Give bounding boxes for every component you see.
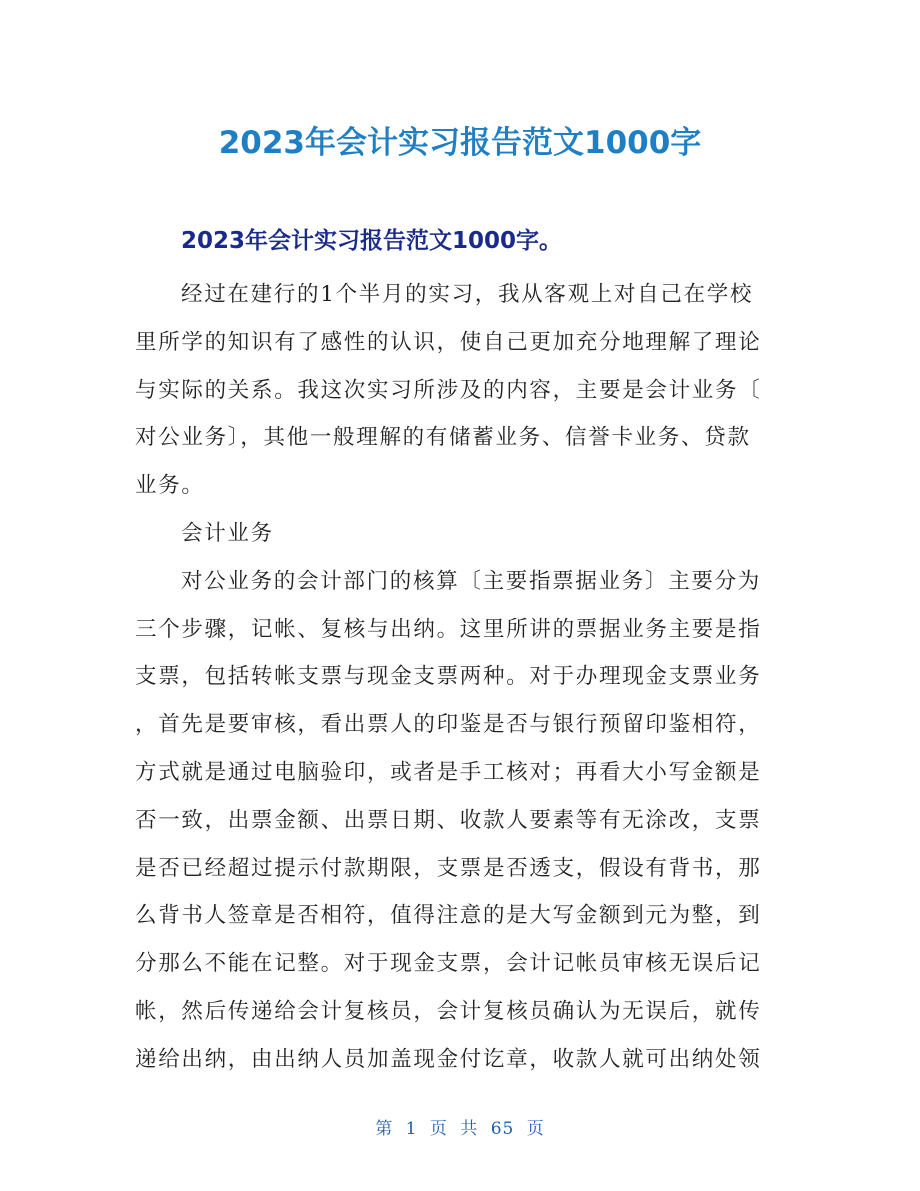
paragraph-line: 递给出纳，由出纳人员加盖现金付讫章，收款人就可出纳处领 <box>135 1046 762 1072</box>
paragraph-line: 支票，包括转帐支票与现金支票两种。对于办理现金支票业务 <box>135 664 762 690</box>
page-footer <box>0 1114 920 1139</box>
paragraph-line: 三个步骤，记帐、复核与出纳。这里所讲的票据业务主要是指 <box>135 616 762 642</box>
paragraph-line: 与实际的关系。我这次实习所涉及的内容，主要是会计业务〔 <box>135 377 762 403</box>
document-title: 2023年会计实习报告范文1000字 <box>218 125 702 161</box>
paragraph-line: 业务。 <box>135 473 205 499</box>
paragraph-line: 是否已经超过提示付款期限，支票是否透支，假设有背书，那 <box>135 855 762 881</box>
paragraph-line: 方式就是通过电脑验印，或者是手工核对；再看大小写金额是 <box>135 759 762 785</box>
document-body <box>135 271 785 1084</box>
paragraph-line: 么背书人签章是否相符，值得注意的是大写金额到元为整，到 <box>135 903 762 929</box>
page-label-prefix: 第 <box>375 1119 394 1139</box>
paragraph-line: 分那么不能在记整。对于现金支票，会计记帐员审核无误后记 <box>135 951 762 977</box>
paragraph-line: ，首先是要审核，看出票人的印鉴是否与银行预留印鉴相符， <box>135 712 762 738</box>
section-heading: 会计业务 <box>181 520 274 546</box>
page-label-mid: 页 <box>429 1119 448 1139</box>
current-page-number: 1 <box>405 1119 418 1139</box>
paragraph-line: 帐，然后传递给会计复核员，会计复核员确认为无误后，就传 <box>135 998 762 1024</box>
paragraph-line: 对公业务的会计部门的核算〔主要指票据业务〕主要分为 <box>181 568 762 594</box>
total-page-count: 65 <box>490 1119 515 1139</box>
total-label-suffix: 页 <box>526 1119 545 1139</box>
paragraph-line: 经过在建行的1个半月的实习，我从客观上对自己在学校 <box>181 282 754 307</box>
paragraph-line: 里所学的知识有了感性的认识，使自己更加充分地理解了理论 <box>135 329 762 355</box>
document-subtitle: 2023年会计实习报告范文1000字。 <box>181 228 563 254</box>
total-label-prefix: 共 <box>460 1119 479 1139</box>
paragraph-line: 否一致，出票金额、出票日期、收款人要素等有无涂改，支票 <box>135 807 762 833</box>
paragraph-line: 对公业务〕，其他一般理解的有储蓄业务、信誉卡业务、贷款 <box>135 425 751 451</box>
